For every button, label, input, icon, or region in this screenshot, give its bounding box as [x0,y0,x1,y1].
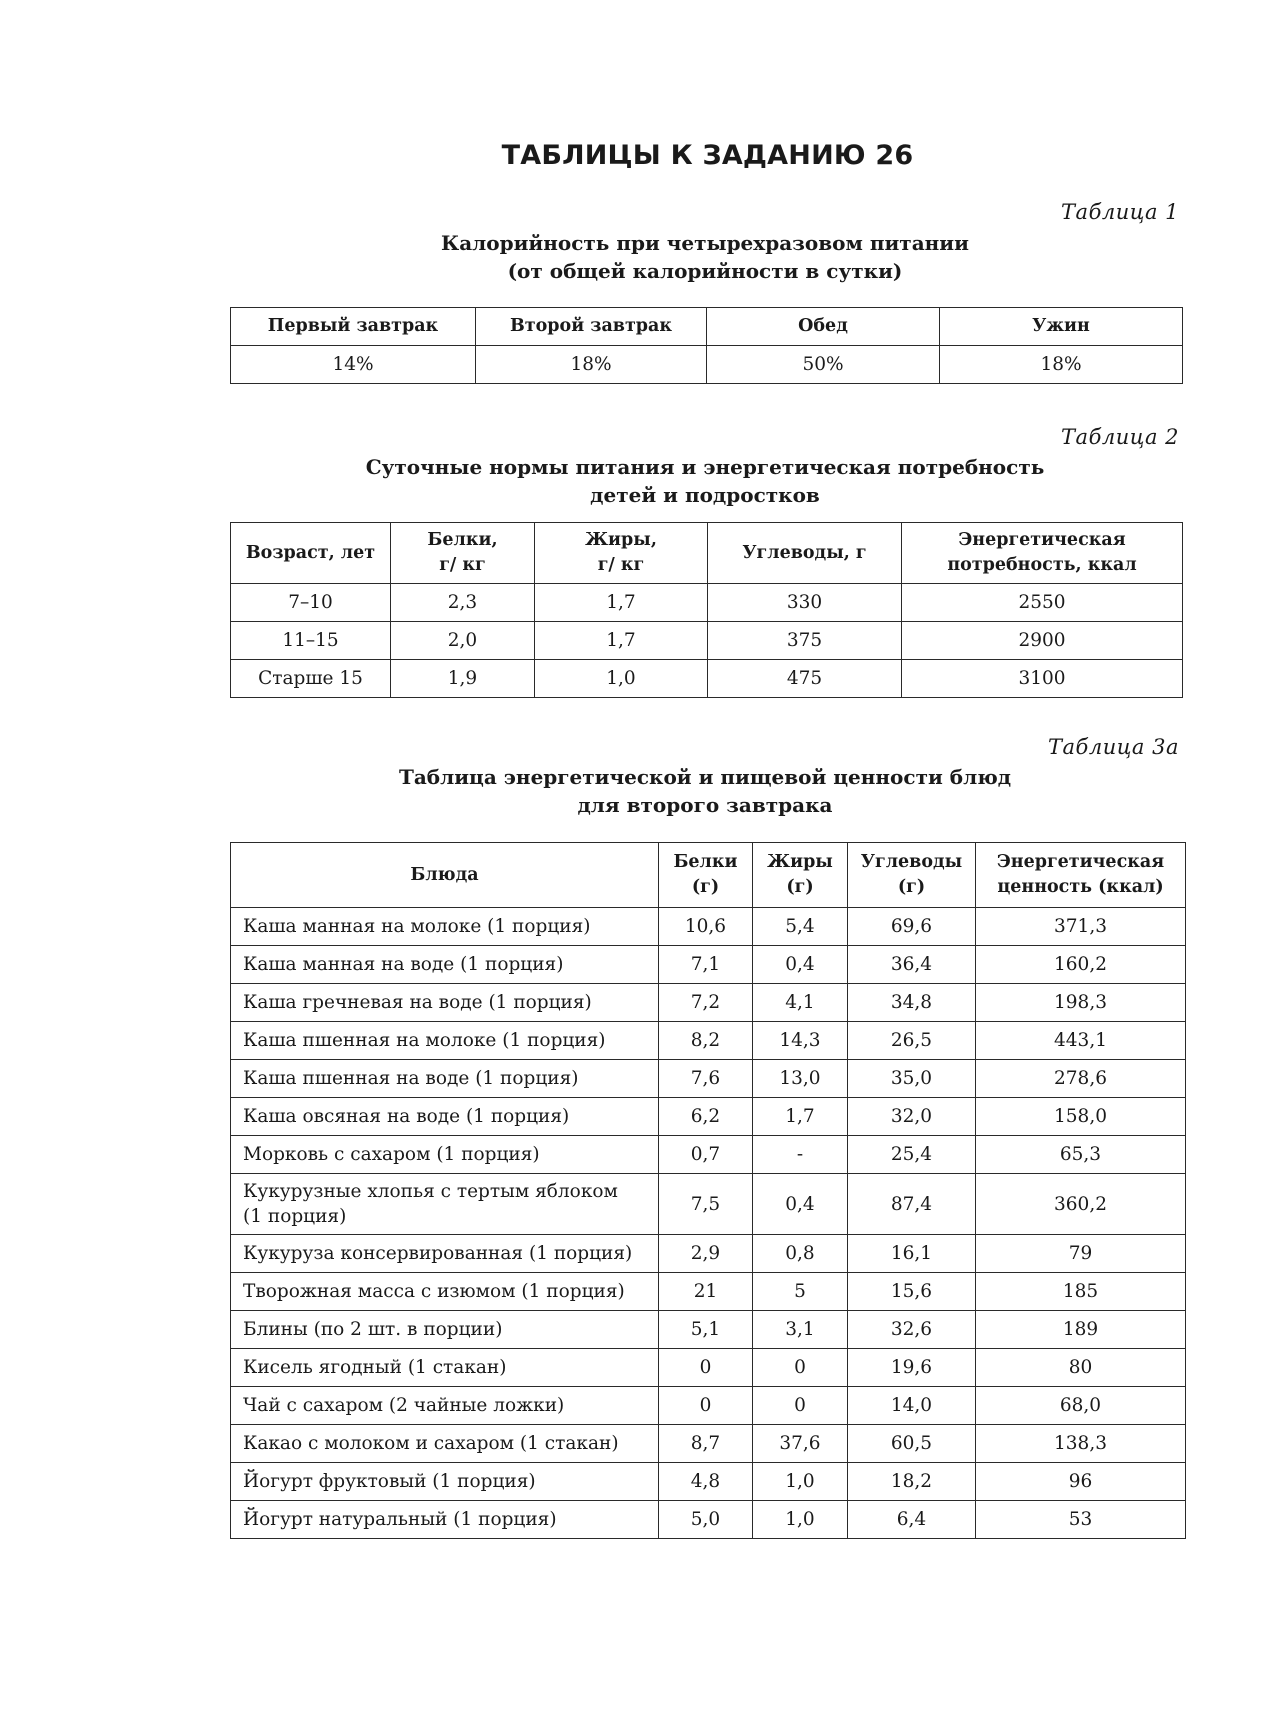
table2-caption [230,453,1180,509]
dish-name-cell [231,1387,659,1425]
header-line: (г) [691,877,720,897]
table-cell: 443,1 [976,1022,1186,1060]
table-cell: 18% [476,346,707,384]
table-cell: 0,8 [753,1235,848,1273]
table2-label: Таблица 2 [1061,425,1179,449]
dish-name-cell [231,984,659,1022]
table1-caption [230,229,1180,285]
table-cell: 1,9 [391,660,535,698]
table-cell: 8,2 [659,1022,753,1060]
table-row [231,1349,1186,1387]
table-cell: 13,0 [753,1060,848,1098]
header-cell: Второй завтрак [476,308,707,346]
table-row [231,946,1186,984]
table-cell: 10,6 [659,908,753,946]
table-cell: 371,3 [976,908,1186,946]
table-cell: 3,1 [753,1311,848,1349]
table-cell: 278,6 [976,1060,1186,1098]
table-cell: 8,7 [659,1425,753,1463]
table-cell: 5,1 [659,1311,753,1349]
dish-name-line: Каша пшенная на воде (1 порция) [243,1068,579,1089]
table-cell: 1,7 [753,1098,848,1136]
table-header-row [231,523,1183,584]
table-row [231,346,1183,384]
dish-name-cell [231,1174,659,1235]
table-cell: 26,5 [848,1022,976,1060]
table-cell: 96 [976,1463,1186,1501]
table3-caption-line1: Таблица энергетической и пищевой ценности блюд [398,765,1012,789]
table-cell: - [753,1136,848,1174]
dish-name-cell [231,1098,659,1136]
table-cell: 80 [976,1349,1186,1387]
header-line: (г) [786,877,814,897]
header-line: Жиры [767,852,833,872]
header-line: ценность (ккал) [997,877,1164,897]
table-cell: 25,4 [848,1136,976,1174]
header-line: Углеводы, г [742,542,867,563]
table-cell: 138,3 [976,1425,1186,1463]
table-cell: 0 [659,1349,753,1387]
table-cell: 2900 [902,622,1183,660]
dish-name-line: Йогурт фруктовый (1 порция) [243,1471,536,1492]
table-cell: 4,8 [659,1463,753,1501]
table-row [231,1060,1186,1098]
table-cell: 160,2 [976,946,1186,984]
table-cell: 19,6 [848,1349,976,1387]
table-cell: 1,7 [535,622,708,660]
header-cell [902,523,1183,584]
dish-name-line: Кукуруза консервированная (1 порция) [243,1243,633,1264]
table-cell: 0,4 [753,946,848,984]
table-cell: 5 [753,1273,848,1311]
table-cell: 37,6 [753,1425,848,1463]
table-cell: 189 [976,1311,1186,1349]
header-line: Блюда [410,864,479,885]
table-cell: 35,0 [848,1060,976,1098]
header-line: г/ кг [597,555,645,575]
table-row [231,1022,1186,1060]
dish-name-line: (1 порция) [243,1206,347,1227]
table1-label: Таблица 1 [1061,200,1179,224]
dishes-nutrition-table [230,842,1186,1539]
table-cell: 14,3 [753,1022,848,1060]
table-cell: 7,1 [659,946,753,984]
dish-name-line: Кисель ягодный (1 стакан) [243,1357,507,1378]
header-line: (г) [897,877,926,897]
table-cell: 5,0 [659,1501,753,1539]
table-cell: 0 [753,1387,848,1425]
table2-caption-line1: Суточные нормы питания и энергетическая потребность [365,455,1045,479]
header-cell: Первый завтрак [231,308,476,346]
header-line: Белки [673,852,738,872]
dish-name-cell [231,1463,659,1501]
table-cell: 7,6 [659,1060,753,1098]
table-cell: 7–10 [231,584,391,622]
table-row [231,1311,1186,1349]
table-cell: 14,0 [848,1387,976,1425]
table-cell: 34,8 [848,984,976,1022]
dish-name-line: Блины (по 2 шт. в порции) [243,1319,503,1340]
table-cell: 0 [659,1387,753,1425]
header-cell [391,523,535,584]
table1-caption-line2: (от общей калорийности в сутки) [507,259,903,283]
table-row [231,584,1183,622]
dish-name-line: Морковь с сахаром (1 порция) [243,1144,540,1165]
table-cell: 15,6 [848,1273,976,1311]
table-cell: 158,0 [976,1098,1186,1136]
header-cell [659,843,753,908]
table-cell: 2,3 [391,584,535,622]
dish-name-cell [231,1349,659,1387]
table-cell: 18% [940,346,1183,384]
table-cell: 32,0 [848,1098,976,1136]
dish-name-line: Кукурузные хлопья с тертым яблоком [243,1181,618,1202]
dish-name-line: Каша овсяная на воде (1 порция) [243,1106,570,1127]
header-cell [976,843,1186,908]
table-cell: 11–15 [231,622,391,660]
header-line: Жиры, [585,530,657,550]
table-cell: 1,0 [535,660,708,698]
dish-name-cell [231,1311,659,1349]
table1-caption-line1: Калорийность при четырехразовом питании [441,231,969,255]
table-cell: 87,4 [848,1174,976,1235]
header-cell [535,523,708,584]
table-cell: Старше 15 [231,660,391,698]
table-cell: 0,7 [659,1136,753,1174]
table-cell: 21 [659,1273,753,1311]
table-row [231,1136,1186,1174]
table-cell: 1,0 [753,1463,848,1501]
table3-label: Таблица 3а [1048,735,1179,759]
dish-name-cell [231,1136,659,1174]
table-cell: 6,4 [848,1501,976,1539]
table-row [231,1425,1186,1463]
dish-name-cell [231,908,659,946]
table-cell: 53 [976,1501,1186,1539]
table-cell: 360,2 [976,1174,1186,1235]
table3-caption-line2: для второго завтрака [577,793,833,817]
header-cell [708,523,902,584]
table-cell: 0 [753,1349,848,1387]
table-cell: 5,4 [753,908,848,946]
table-cell: 4,1 [753,984,848,1022]
table-cell: 1,7 [535,584,708,622]
table-cell: 1,0 [753,1501,848,1539]
table-cell: 65,3 [976,1136,1186,1174]
table-cell: 18,2 [848,1463,976,1501]
header-cell [848,843,976,908]
table-row [231,1174,1186,1235]
header-line: Белки, [427,530,498,550]
dish-name-line: Каша манная на молоке (1 порция) [243,916,591,937]
dish-name-line: Каша манная на воде (1 порция) [243,954,564,975]
dish-name-cell [231,946,659,984]
header-cell: Обед [707,308,940,346]
table-cell: 475 [708,660,902,698]
dish-name-cell [231,1235,659,1273]
table-row [231,984,1186,1022]
table-header-row [231,843,1186,908]
header-line: Энергетическая [996,852,1165,872]
table-cell: 79 [976,1235,1186,1273]
dish-name-line: Каша гречневая на воде (1 порция) [243,992,592,1013]
dish-name-cell [231,1060,659,1098]
dish-name-cell [231,1022,659,1060]
daily-norms-table [230,522,1183,698]
header-line: Энергетическая [958,530,1126,550]
table-cell: 2550 [902,584,1183,622]
dish-name-line: Творожная масса с изюмом (1 порция) [243,1281,625,1302]
table-row [231,1235,1186,1273]
dish-name-cell [231,1425,659,1463]
dish-name-line: Каша пшенная на молоке (1 порция) [243,1030,606,1051]
table-cell: 60,5 [848,1425,976,1463]
table-cell: 375 [708,622,902,660]
calorie-distribution-table [230,307,1183,384]
table-row [231,1387,1186,1425]
dish-name-cell [231,1501,659,1539]
table2-caption-line2: детей и подростков [590,483,820,507]
table-cell: 6,2 [659,1098,753,1136]
dish-name-line: Какао с молоком и сахаром (1 стакан) [243,1433,619,1454]
table-cell: 50% [707,346,940,384]
header-line: потребность, ккал [947,555,1137,575]
header-cell [231,523,391,584]
table-cell: 69,6 [848,908,976,946]
table-cell: 198,3 [976,984,1186,1022]
page-title: ТАБЛИЦЫ К ЗАДАНИЮ 26 [501,140,914,171]
table-cell: 185 [976,1273,1186,1311]
table-row [231,1463,1186,1501]
table-cell: 68,0 [976,1387,1186,1425]
table-cell: 7,2 [659,984,753,1022]
table-cell: 0,4 [753,1174,848,1235]
table-cell: 330 [708,584,902,622]
dish-name-line: Чай с сахаром (2 чайные ложки) [243,1395,565,1416]
header-cell [231,843,659,908]
table-row [231,1501,1186,1539]
table-row [231,1098,1186,1136]
table-header-row [231,308,1183,346]
header-line: Возраст, лет [245,542,376,563]
table-row [231,908,1186,946]
header-cell [753,843,848,908]
table-cell: 36,4 [848,946,976,984]
table-cell: 14% [231,346,476,384]
table-cell: 2,9 [659,1235,753,1273]
table-row [231,622,1183,660]
header-cell: Ужин [940,308,1183,346]
header-line: Углеводы [860,852,963,872]
table-cell: 7,5 [659,1174,753,1235]
dish-name-line: Йогурт натуральный (1 порция) [243,1509,557,1530]
table-row [231,1273,1186,1311]
table-cell: 32,6 [848,1311,976,1349]
header-line: г/ кг [439,555,486,575]
table-cell: 3100 [902,660,1183,698]
table-cell: 16,1 [848,1235,976,1273]
table3-caption [230,763,1180,819]
dish-name-cell [231,1273,659,1311]
table-cell: 2,0 [391,622,535,660]
table-row [231,660,1183,698]
